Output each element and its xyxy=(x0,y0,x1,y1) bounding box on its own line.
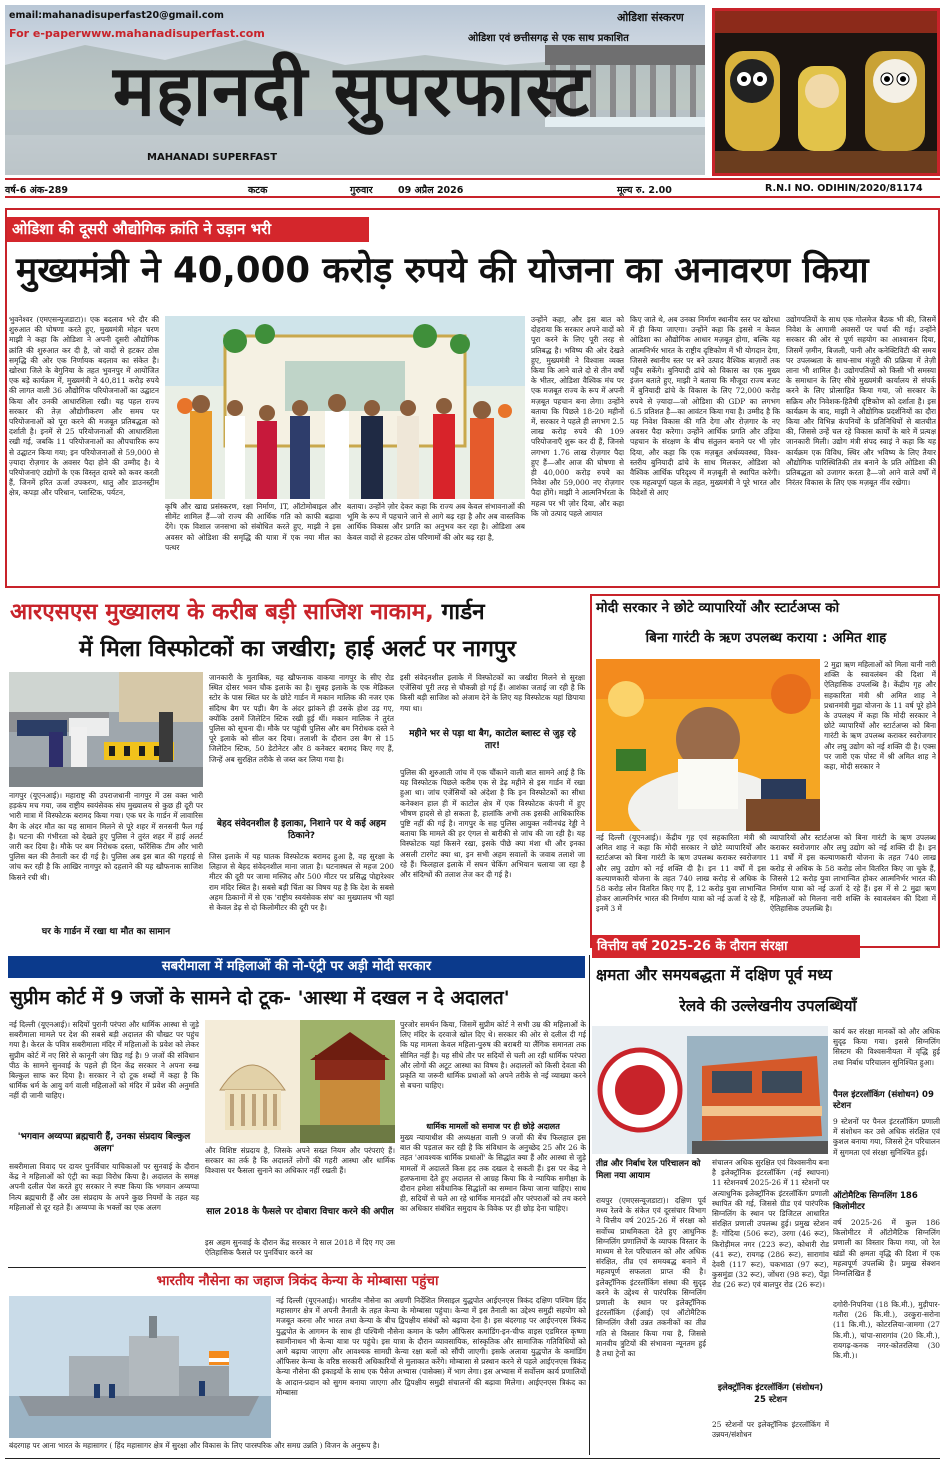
supreme-court-temple-photo xyxy=(205,1020,395,1143)
lead-kicker: ओडिशा की दूसरी औद्योगिक क्रांति ने उड़ान भरी xyxy=(7,217,369,242)
court-temple-illustration xyxy=(205,1020,395,1143)
navy-headline: भारतीय नौसेना का जहाज त्रिकंद केन्या के मोम्बासा पहुंचा xyxy=(156,1273,439,1289)
lead-headline: मुख्यमंत्री ने 40,000 करोड़ रुपये की योजना का अनावरण किया xyxy=(16,250,869,291)
nagpur-col3: इसी संवेदनशील इलाके में विस्फोटकों का जखीरा मिलने से सुरक्षा एजेंसियां पूरी तरह से चौकन्नी हो गई हैं। आशंका जताई जा रही है कि किसी बड़ी साजिश को अंजाम देने के लिए यह विस्फोटक यहां छिपाया गया था। xyxy=(400,673,585,713)
epaper-link[interactable]: For e-paperwww.mahanadisuperfast.com xyxy=(9,27,265,40)
navy-body: नई दिल्ली (यूएनआई)। भारतीय नौसेना का अग्रणी निर्देशित मिसाइल युद्धपोत आईएनएस त्रिकंद दक्षिण पश्चिम हिंद महासागर क्षेत्र में अपनी तैनाती के तहत केन्या के मोम्बासा पहुंचा। केन्या में इस तैनाती का उद्देश्य समुद्री सहयोग को मजबूत करना और भारत तथा केन्या के बीच द्विपक्षीय संबंधों को बढ़ावा देना है। इस बंदरगाह पर आईएनएस त्रिकंद युद्धपोत के आगमन के साथ ही पश्चिमी नौसेना कमान के फ्लैग ऑफिसर कमांडिंग-इन-चीफ वाइस एडमिरल कृष्णा स्वामीनाथन भी केन्या यात्रा पर पहुंचे। इस यात्रा के दौरान व्यावसायिक, सांस्कृतिक और सामाजिक गतिविधियों को आगे बढ़ाया जाएगा और आवश्यक सामग्री केन्या रक्षा बलों को सौंपी जाएगी। इसके अलावा युद्धपोत के कमांडिंग ऑफिसर केन्या के वरिष्ठ सरकारी अधिकारियों से मुलाकात करेंगे। मोम्बासा से प्रस्थान करने से पहले आईएनएस त्रिकंद केन्या नौसेना की इकाइयों के साथ एक पैसेज अभ्यास (पासेक्स) में भाग लेगा। इस अभ्यास में सर्वोत्तम कार्य प्रणालियों के आदान-प्रदान को सुगम बनाया जाएगा और द्विपक्षीय समुद्री संचालनों की बढ़ावा मिलेगा। आईएनएस त्रिकंद का मोम्बासा xyxy=(276,1296,586,1397)
nagpur-subhead3: महीने भर से पड़ा था बैग, काटोल ब्लास्ट से जुड़ रहे तार! xyxy=(409,729,576,751)
lead-col4: किए जाते थे, अब उनका निर्माण स्थानीय स्तर पर खोरधा में ही किया जाएगा। उन्होंने कहा कि इससे न केवल ओडिशा का औद्योगिक आधार मज़बूत होगा, बल्कि यह आत्मनिर्भर भारत के राष्ट्रीय दृष्टिकोण में भी योगदान देगा, जिससे स्थानीय स्तर पर बने उत्पाद वैश्विक बाज़ारों तक पहुँच सकेंगे। बुनियादी ढांचे को विकास का एक मुख्य इंजन बताते हुए, माझी ने बताया कि मौजूदा राज्य बजट में बुनियादी ढांचे के विकास के लिए 72,000 करोड़ रुपये से ज़्यादा—जो ओडिशा की GDP का लगभग 6.5 प्रतिशत है—का आवंटन किया गया है। उम्मीद है कि यह निवेश विकास की गति देगा और रोज़गार के नए अवसर पैदा करेगा। उन्होंने आर्थिक प्रगति और उड़िया पहचान के संरक्षण के बीच संतुलन बनाने पर भी ज़ोर दिया, और कहा कि एक मज़बूत अर्थव्यवस्था, विश्व-स्तरीय बुनियादी ढांचे के साथ मिलकर, ओडिशा को वैश्विक आर्थिक परिदृश्य में मज़बूती से स्थापित करेगी। एक महत्वपूर्ण पहल के तहत, मुख्यमंत्री ने पूरे भारत और विदेशों से आए xyxy=(630,315,780,498)
price: मूल्य रु. 2.00 xyxy=(617,185,672,196)
sabarimala-col2b: इस अहम सुनवाई के दौरान केंद्र सरकार ने साल 2018 में दिए गए उस ऐतिहासिक फैसले पर पुनर्विचार करने का xyxy=(205,1238,395,1258)
divider-horizontal-bottom xyxy=(5,1458,940,1459)
modi-col-bottom-right: व्यापारियों और स्टार्टअप्स को बिना गारंटी के ऋण उपलब्ध कराकर स्वरोजगार और लघु उद्योग को नई शक्ति दी है। इन 11 वर्षों में इस कल्याणकारी योजना के तहत 740 लाख करोड़ से अधिक के 58 करोड़ लोन वितरित किए जा चुके हैं, जिससे 12 करोड़ युवा लाभान्वित होकर आत्मनिर्भर भारत की निर्माण यात्रा को नई ऊर्जा दे रहे हैं। इस में से 2 मुद्रा ऋण महिलाओं को मिलना नारी शक्ति के स्वावलंबन की दिशा में ऐतिहासिक उपलब्धि है। xyxy=(770,833,936,914)
nagpur-headline-red: आरएसएस मुख्यालय के करीब बड़ी साजिश नाकाम, xyxy=(10,599,434,625)
email-text[interactable]: email:mahanadisuperfast20@gmail.com xyxy=(9,10,224,21)
nagpur-col3b: पुलिस की शुरुआती जांच में एक चौंकाने वाली बात सामने आई है कि यह विस्फोटक पिछले करीब एक से डेढ़ महीने से इस गार्डन में रखा हुआ था। जांच एजेंसियों को अंदेशा है कि इन विस्फोटकों का सीधा कनेक्शन हाल ही में काटोल क्षेत्र में एक विस्फोटक कंपनी में हुए भीषण हादसे से हो सकता है, हालांकि अभी तक इसकी आधिकारिक पुष्टि नहीं की गई है। नागपुर के सह पुलिस आयुक्त नवीनचंद्र रेड्डी ने बताया कि मामले की हर एंगल से बारीकी से जांच की जा रही है। यह विस्फोटक यहां किसने रखा, इसके पीछे क्या मंशा थी और इनका असली टारगेट क्या था, इन सभी अहम सवालों के जवाब तलाशे जा रहे हैं। फिलहाल इलाके में सघन चेकिंग अभियान चलाया जा रहा है और संदिग्धों की तलाश तेज कर दी गई है। xyxy=(400,768,585,880)
railway-col2b: 25 स्टेशनों पर इलेक्ट्रॉनिक इंटरलॉकिंग में उन्नयन/संशोधन xyxy=(712,1420,829,1440)
railway-col-right: कार्य कर संरक्षा मानकों को और अधिक सुदृढ़ किया गया। इससे सिग्नलिंग सिस्टम की विश्वसनीयता में वृद्धि हुई तथा निर्बाध परिचालन सुनिश्चित हुआ। xyxy=(833,1027,940,1067)
deities-illustration xyxy=(715,11,937,173)
nagpur-col1: नागपुर (यूएनआई)। महाराष्ट्र की उपराजधानी नागपुर में उस वक्त भारी हड़कंप मच गया, जब राष्ट्रीय स्वयंसेवक संघ मुख्यालय से कुछ ही दूरी पर भारी मात्रा में विस्फोटक बरामद किया गया। एक घर के गार्डन में लावारिस बैग के अंदर मौत का यह सामान मिलने से पूरे शहर में सनसनी फैल गई है। घटना की गंभीरता को देखते हुए पुलिस ने तुरंत शहर में हाई अलर्ट जारी कर दिया है। मौके पर बम निरोधक दस्ता, फॉरेंसिक टीम और भारी पुलिस बल की तैनाती कर दी गई है। पुलिस अब इस बात की गहराई से जांच कर रही है कि आखिर नागपुर को दहलाने की यह खौफनाक साजिश किसने रची थी। xyxy=(9,791,203,882)
railway-loco-photo xyxy=(592,1026,828,1154)
nagpur-subhead2: बेहद संवेदनशील है इलाका, निशाने पर थे कई अहम ठिकाने? xyxy=(216,819,387,841)
sabarimala-subhead1: 'भगवान अय्यप्पा ब्रह्मचारी हैं, उनका संप्रदाय बिल्कुल अलग' xyxy=(17,1132,191,1154)
sabarimala-subhead3: धार्मिक मामलों को समाज पर ही छोड़े अदालत xyxy=(426,1122,560,1131)
modi-headline-line1: मोदी सरकार ने छोटे व्यापारियों और स्टार्टअप्स को xyxy=(596,600,840,616)
jagannath-image xyxy=(712,8,940,176)
railway-col-right2: 9 स्टेशनों पर पैनल इंटरलॉकिंग प्रणाली में संशोधन कर उसे अधिक संरक्षित एवं कुशल बनाया गया, जिससे ट्रेन परिचालन में सुगमता एवं संरक्षा सुनिश्चित हुई। xyxy=(833,1117,940,1157)
warship-illustration xyxy=(9,1296,271,1438)
railway-headline-line2: रेलवे की उल्लेखनीय उपलब्धियाँ xyxy=(679,997,857,1015)
lead-col3: उन्होंने कहा, और इस बात को दोहराया कि सरकार अपने वादों को पूरा करने के लिए पूरी तरह से प्रतिबद्ध है। भविष्य की ओर देखते हुए, मुख्यमंत्री ने विश्वास व्यक्त किया कि आने वाले दो से तीन वर्षों के भीतर, ओडिशा वैश्विक मंच पर एक मजबूत राज्य के रूप में अपनी मज़बूत पहचान बना लेगा। उन्होंने बताया कि पिछले 18-20 महीनों में, सरकार ने पहले ही लगभग 2.5 लाख करोड़ रुपये की 109 परियोजनाएँ शुरू कर दी हैं, जिनसे लगभग 1.76 लाख रोज़गार पैदा हुए हैं—और आज की घोषणा से ही 40,000 करोड़ रुपये का निवेश और 59,000 नए रोज़गार पैदा होंगे। माझी ने आत्मनिर्भरता के महत्व पर भी ज़ोर दिया, और कहा कि जो उत्पाद पहले आयात xyxy=(531,315,624,518)
english-title: MAHANADI SUPERFAST xyxy=(147,152,278,163)
divider-vertical-main xyxy=(589,955,590,1455)
railway-col1: रायपुर (एमएसन्यूजडाटा)। दक्षिण पूर्व मध्य रेलवे के संकेत एवं दूरसंचार विभाग ने वित्तीय वर्ष 2025-26 में संरक्षा को सर्वोच्च प्राथमिकता देते हुए आधुनिक सिग्नलिंग प्रणालियों के व्यापक विस्तार के माध्यम से रेल परिचालन को और अधिक संरक्षित, तीव्र एवं समयबद्ध बनाने में महत्वपूर्ण सफलता प्राप्त की है। इलेक्ट्रॉनिक इंटरलॉकिंग संस्था की सुदृढ़ करने के उद्देश्य से पारंपरिक सिग्नलिंग प्रणाली के स्थान पर इलेक्ट्रॉनिक इंटरलॉकिंग (ईआई) एवं ऑटोमैटिक सिग्नलिंग जैसी उन्नत तकनीकों का तीव्र गति से विस्तार किया गया है, जिससे मानवीय त्रुटियों की संभावना न्यूनतम हुई है तथा ट्रेनों का xyxy=(596,1196,706,1359)
sabarimala-photo-caption: और विशिष्ट संप्रदाय है, जिसके अपने सख्त नियम और परंपराएं हैं। सरकार का तर्क है कि अदालतें लोगों की गहरी आस्था और धार्मिक विश्वास पर फैसला सुनाने का अधिकार नहीं रखती हैं। xyxy=(205,1146,395,1176)
newspaper-title: महानदी सुपरफास्ट xyxy=(113,50,590,132)
city: कटक xyxy=(248,185,268,196)
masthead xyxy=(5,5,705,175)
date-bar xyxy=(5,178,940,198)
railway-headline-line1: क्षमता और समयबद्धता में दक्षिण पूर्व मध्य xyxy=(596,966,832,984)
lead-col1: भुवनेश्वर (एमएसन्यूजडाटा)। एक बदलाव भरे दौर की शुरुआत की घोषणा करते हुए, मुख्यमंत्री मोहन चरण माझी ने कहा कि ओडिशा ने अपनी दूसरी औद्योगिक क्रांति की शुरुआत कर दी है, जो वादों से हटकर ठोस समृद्धि की ओर एक निर्णायक बदलाव का संकेत है। खोरधा जिले के बेगुनिया के तहत भुवनपुर में आयोजित एक बड़े कार्यक्रम में, मुख्यमंत्री ने 40,811 करोड़ रुपये की लागत वाली 36 औद्योगिक परियोजनाओं का उद्घाटन किया और उनकी आधारशिला रखी। यह पहल राज्य सरकार की तेज़ औद्योगीकरण और समय पर परियोजनाओं को पूरा करने की मजबूत प्रतिबद्धता को दर्शाती है। इनमें से 25 परियोजनाओं की आधारशिला रखी गई, जबकि 11 परियोजनाओं का औपचारिक रूप से उद्घाटन किया गया; इन परियोजनाओं से 59,000 से ज़्यादा रोज़गार के अवसर पैदा होने की उम्मीद है। ये परियोजनाएं उद्योगों के एक विस्तृत दायरे को कवर करती हैं, जिनमें हरित ऊर्जा उपकरण, धातु और डाउनस्ट्रीम क्षेत्र, कपड़ा और परिधान, प्लास्टिक, पर्यटन, xyxy=(9,315,159,498)
amit-shah-photo xyxy=(596,659,820,831)
bomb-squad-illustration xyxy=(9,672,203,787)
sabarimala-col3b: मुख्य न्यायाधीश की अध्यक्षता वाली 9 जजों की बेंच फिलहाल इस बात की पड़ताल कर रही है कि संविधान के अनुच्छेद 25 और 26 के तहत 'आवश्यक धार्मिक प्रथाओं' के सिद्धांत क्या हैं और आस्था से जुड़े मामलों में अदालतें किस हद तक दखल दे सकती हैं। इस पर केंद्र ने हलफनामा देते हुए अदालत से आग्रह किया कि वे न्यायिक समीक्षा के दौरान हमेशा संवैधानिक सिद्धांतों का सम्मान किया जाना चाहिए। साथ ही, सदियों से चले आ रहे धार्मिक मानदंडों और परंपराओं को तय करने का अधिकार संबंधित समुदाय के विवेक पर ही छोड़ देना चाहिए। xyxy=(400,1133,586,1214)
railway-subhead-auto: ऑटोमैटिक सिग्नलिंग 186 किलोमीटर xyxy=(833,1191,918,1212)
modi-col-bottom-left: नई दिल्ली (यूएनआई)। केंद्रीय गृह एवं सहकारिता मंत्री श्री अमित शाह ने कहा कि मोदी सरकार ने छोटे व्यापारियों और स्टार्टअप्स को बिना गारंटी के ऋण उपलब्ध कराकर स्वरोजगार और लघु उद्योग को नई शक्ति दी है। इन 11 वर्षों में इस कल्याणकारी योजना के तहत 740 लाख करोड़ से अधिक के 58 करोड़ लोन वितरित किए गए हैं, 12 करोड़ युवा लाभान्वित होकर आत्मनिर्भर भारत की निर्माण यात्रा को नई ऊर्जा दे रहे हैं, इनमें 3 में xyxy=(596,833,766,914)
sabarimala-col1: नई दिल्ली (यूएनआई)। सदियों पुरानी परंपरा और धार्मिक आस्था से जुड़े सबरीमाला मामले पर देश की सबसे बड़ी अदालत की चौखट पर पहुंच गया है। केरल के पवित्र सबरीमाला मंदिर में महिलाओं के प्रवेश को लेकर सुप्रीम कोर्ट में नए सिरे से कानूनी जंग छिड़ गई है। 9 जजों की संविधान पीठ के सामने सुनवाई के पहले ही दिन केंद्र सरकार ने अपना रुख बिल्कुल साफ कर दिया है। सरकार ने दो टूक शब्दों में कहा है कि धार्मिक धर्म के आयु वर्ग वाली महिलाओं को मंदिर में प्रवेश की अनुमति नहीं दी जानी चाहिए। xyxy=(9,1020,199,1101)
navy-bottom-line: बंदरगाह पर आना भारत के महासागर ( हिंद महासागर क्षेत्र में सुरक्षा और विकास के लिए पारस्परिक और समग्र उन्नति ) विजन के अनुरूप है। xyxy=(9,1441,380,1450)
cm-event-photo xyxy=(165,316,525,499)
modi-col-right: 2 मुद्रा ऋण महिलाओं को मिला यानी नारी शक्ति के स्वावलंबन की दिशा में ऐतिहासिक उपलब्धि है। केंद्रीय गृह और सहकारिता मंत्री श्री अमित शाह ने प्रधानमंत्री मुद्रा योजना के 11 वर्ष पूरे होने के उपलक्ष्य में कहा कि मोदी सरकार ने छोटे व्यापारियों और स्टार्टअप्स को बिना गारंटी के ऋण उपलब्ध कराकर स्वरोजगार और लघु उद्योग को नई शक्ति दी है। एक्स पर जारी एक पोस्ट में श्री अमित शाह ने कहा, मोदी सरकार ने xyxy=(824,660,936,772)
lead-photo-caption-left: कृषि और खाद्य प्रसंस्करण, रक्षा निर्माण, IT, ऑटोमोबाइल और सीमेंट शामिल हैं—जो राज्य की आर्थिक गति को काफी बढ़ावा देंगे। एक विशाल जनसभा को संबोधित करते हुए, माझी ने इस अवसर को ओडिशा की समृद्धि की यात्रा में एक नया मील का पत्थर xyxy=(165,502,341,552)
railway-col-right3: वर्ष 2025-26 में कुल 186 किलोमीटर में ऑटोमैटिक सिग्नलिंग प्रणाली का विस्तार किया गया, जो रेल खंडों की क्षमता वृद्धि की दिशा में एक महत्वपूर्ण उपलब्धि है। प्रमुख सेक्शन निम्नलिखित हैं xyxy=(833,1218,940,1279)
navy-ship-photo xyxy=(9,1296,271,1438)
railway-subhead2: इलेक्ट्रॉनिक इंटरलॉकिंग (संशोधन) 25 स्टेशन xyxy=(717,1383,824,1405)
sabarimala-kicker: सबरीमाला में महिलाओं की नो-एंट्री पर अड़ी मोदी सरकार xyxy=(8,956,585,978)
sabarimala-headline: सुप्रीम कोर्ट में 9 जजों के सामने दो टूक- 'आस्था में दखल न दे अदालत' xyxy=(10,987,510,1009)
nagpur-headline-line2: में मिला विस्फोटकों का जखीरा; हाई अलर्ट पर नागपुर xyxy=(79,636,516,662)
date: 09 अप्रैल 2026 xyxy=(398,185,464,196)
locomotive-illustration xyxy=(592,1026,828,1154)
railway-subhead-panel: पैनल इंटरलॉकिंग (संशोधन) 09 स्टेशन xyxy=(833,1090,934,1111)
sabarimala-subhead2: साल 2018 के फैसले पर दोबारा विचार करने की अपील xyxy=(206,1207,394,1217)
navy-top-rule xyxy=(8,1267,586,1268)
edition-label: ओडिशा संस्करण xyxy=(617,11,684,24)
nagpur-photo xyxy=(9,672,203,787)
sabarimala-col1b: सबरीमाला विवाद पर दायर पुनर्विचार याचिकाओं पर सुनवाई के दौरान केंद्र ने महिलाओं को एंट्री का कड़ा विरोध किया है। अदालत के समक्ष अपनी दलील पेश करते हुए सरकार ने स्पष्ट किया कि भगवान अय्यप्पा नित्य ब्रह्मचारी हैं और उस संप्रदाय के अपने कुछ नियमों के तहत यह महिलाओं से दूर रहते हैं। अय्यप्पा के भक्तों का एक अलग xyxy=(9,1162,199,1212)
modi-headline-line2: बिना गारंटी के ऋण उपलब्ध कराया : अमित शाह xyxy=(645,630,887,646)
nagpur-col2b: जिस इलाके में यह घातक विस्फोटक बरामद हुआ है, वह सुरक्षा के लिहाज से बेहद संवेदनशील माना जाता है। घटनास्थल से महज 200 मीटर की दूरी पर जामा मस्जिद और 500 मीटर पर प्रसिद्ध पोद्दारेश्वर राम मंदिर स्थित है। सबसे बड़ी चिंता का विषय यह है कि देश के सबसे अहम ठिकानों में से एक 'राष्ट्रीय स्वयंसेवक संघ' का मुख्यालय भी यहां से केवल डेढ़ से दो किलोमीटर की दूरी पर है। xyxy=(209,852,394,913)
nagpur-subhead1: घर के गार्डन में रखा था मौत का सामान xyxy=(41,927,171,937)
amit-shah-illustration xyxy=(596,659,820,831)
lead-col5: उद्योगपतियों के साथ एक गोलमेज बैठक भी की, जिसमें निवेश के आगामी अवसरों पर चर्चा की गई। उन्होंने सरकार की ओर से पूर्ण सहयोग का आश्वासन दिया, जिसमें ज़मीन, बिजली, पानी और कनेक्टिविटी की समय पर उपलब्धता के साथ-साथ मंज़ूरी की प्रक्रिया में तेज़ी लाना भी शामिल है। उद्योगपतियों को किसी भी समस्या के समाधान के लिए सीधे मुख्यमंत्री कार्यालय से संपर्क करने के लिए प्रोत्साहित किया गया, जो सरकार के सक्रिय और निवेशक-हितैषी दृष्टिकोण को दर्शाता है। इस कार्यक्रम के बाद, माझी ने औद्योगिक प्रदर्शनियों का दौरा किया और विभिन्न कंपनियों के प्रतिनिधियों से बातचीत की, जिससे उन्हें चल रहे विकास कार्यों के बारे में प्रत्यक्ष जानकारी मिली। उद्योग मंत्री संपद स्वाइं ने कहा कि यह कार्यक्रम एक विविध, स्थिर और भविष्य के लिए तैयार औद्योगिक पारिस्थितिकी तंत्र बनाने के प्रति ओडिशा की प्रतिबद्धता को उजागर करता है—जो आने वाले वर्षों में निरंतर विकास के लिए एक मज़बूत नींव रखेगा। xyxy=(786,315,936,488)
sabarimala-col3: पुरजोर समर्थन किया, जिसमें सुप्रीम कोर्ट ने सभी उम्र की महिलाओं के लिए मंदिर के दरवाजे खोल दिए थे। सरकार की ओर से दलील दी गई कि यह मामला केवल महिला-पुरुष की बराबरी या लैंगिक समानता तक सीमित नहीं है। यह सीधे तौर पर सदियों से चली आ रही धार्मिक परंपरा और लोगों की अटूट आस्था का विषय है। अदालतों को किसी देवता की प्रकृति या जरूरी धार्मिक प्रथाओं को अपने तरीके से नई व्याख्या करने से बचना चाहिए। xyxy=(400,1020,586,1091)
rni-number: R.N.I NO. ODIHIN/2020/81174 xyxy=(765,183,923,194)
issue-number: वर्ष-6 अंक-289 xyxy=(5,185,68,196)
nagpur-headline-line1 xyxy=(10,597,585,627)
day: गुरुवार xyxy=(350,185,373,196)
railway-kicker: वित्तीय वर्ष 2025-26 के दौरान संरक्षा xyxy=(592,935,860,958)
nagpur-col2: जानकारी के मुताबिक, यह खौफनाक वाकया नागपुर के सीए रोड स्थित दोसर भवन चौक इलाके का है। सुबह इलाके के एक मेडिकल स्टोर के पास स्थित घर के छोटे गार्डन में मकान मालिक की नजर एक संदिग्ध बैग पर पड़ी। बैग के अंदर झांकने ही उसके होश उड़ गए, क्योंकि उसमें जिलेटिन स्टिक रखी हुई थीं। मकान मालिक ने तुरंत पुलिस को सूचना दी। मौके पर पहुंची पुलिस और बम निरोधक दस्ते ने पूरे इलाके को सील कर दिया। तलाशी के दौरान उस बैग से 15 जिलेटिन स्टिक, 50 डेटोनेटर और 8 कनेक्टर बरामद किए गए हैं, जिन्हें अब सुरक्षित तरीके से जब्त कर लिया गया है। xyxy=(209,673,394,764)
railway-section-list: दगोरी-निपनिया (18 कि.मी.), मुड़ीपार-गतौरा (26 कि.मी.), उरकुरा-सरोना (11 कि.मी.), कोटरलिया-जामगा (27 कि.मी.), चांपा-सारागांव (20 कि.मी.), रायगढ़-कनक नगर-कोतरलिया (30 कि.मी.)। xyxy=(833,1300,940,1361)
cm-event-illustration xyxy=(165,316,525,499)
tagline: ओडिशा एवं छत्तीसगढ़ से एक साथ प्रकाशित xyxy=(468,33,629,44)
lead-photo-caption-right: बताया। उन्होंने ज़ोर देकर कहा कि राज्य अब केवल संभावनाओं की भूमि के रूप में पहचाने जाने से आगे बढ़ रहा है और अब वास्तविक आर्थिक विकास और प्रगति का अनुभव कर रहा है। ओडिशा अब केवल वादों से हटकर ठोस परिणामों की ओर बढ़ रहा है, xyxy=(347,502,525,542)
railway-subhead-photo: तीव्र और निर्बाध रेल परिचालन को मिला नया आयाम xyxy=(596,1159,701,1181)
railway-col2: संचालन अधिक सुरक्षित एवं विश्वसनीय बना है इलेक्ट्रॉनिक इंटरलॉकिंग (नई स्थापना) 11 स्टेशनवर्ष 2025-26 में 11 स्टेशनों पर अत्याधुनिक इलेक्ट्रॉनिक इंटरलॉकिंग प्रणाली स्थापित की गई, जिससे ग्रीड एवं पारंपरिक सिग्नलिंग के स्थान पर डिजिटल आधारित संरक्षित प्रणाली उपलब्ध हुई। प्रमुख स्टेशन हैं: गोंदिया (506 रूट), उरगा (46 रूट), किरोड़ीमल नगर (223 रूट), कोथारी रोड (41 रूट), रायगढ़ (286 रूट), सारागांव देवरी (117 रूट), चकभाठा (97 रूट), कुसमुंडा (32 रूट), जोंधरा (98 रूट), पेंड्रा रोड (26 रूट) एवं बालपुर रोड (26 रूट)। xyxy=(712,1158,829,1290)
nagpur-headline-black: गार्डन xyxy=(441,599,485,625)
